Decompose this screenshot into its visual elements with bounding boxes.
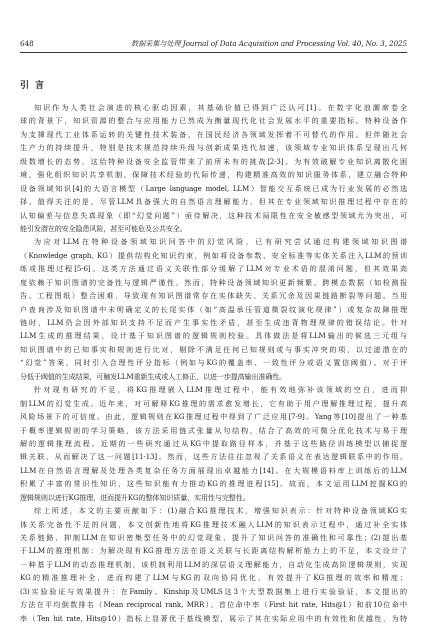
text-line: 于概率逻辑规则的学习策略，该方法采用链式张量从句结构，结合了高效的可微分优化技术与易于理 xyxy=(20,425,407,435)
paragraph xyxy=(20,504,407,625)
text-line: 度依赖于知识图谱的完备性与逻辑严谨性。然而，特种设备领域知识更新频繁、跨模态数据（如检测报 xyxy=(20,277,407,287)
text-line: LLM在自然语言理解及处理各类复杂任务方面展现出卓越能力[14]。在大规模语料库上训练后的LLM xyxy=(20,465,407,475)
text-line: 认知偏差与信息失真现象（即“幻觉问题”）亟待解决，这种技术局限性在安全敏感型领域尤为突出，可 xyxy=(20,210,407,220)
text-line: 择。值得关注的是，尽管LLM具备强大的自然语言理解能力，但其在专业领域知识推理过程中存在的 xyxy=(20,197,407,207)
text-line: 逻辑规则以进行KG推理，进而提升KG的整体知识质量，实用性与完整性。 xyxy=(20,492,250,502)
text-line: 设备领域知识[4]的大语言模型（Large language model, LLM）智能交互系统已成为行业发展的必然选 xyxy=(20,183,407,193)
text-line: 知识图谱中的已知事实和规则进行比对，剔除不满足任何已知规则或与事实冲突的项，以过滤潜在的 xyxy=(20,344,407,354)
text-line: 告、工程图纸）整合困难，导致现有知识图谱常存在实体缺失、关系冗余及因果链路断裂等问题。当用 xyxy=(20,291,407,301)
text-line: 户查询涉及知识图谱中未明确定义的长尾实体（如“高温承压管道微裂纹演化规律”）或复杂故障推理 xyxy=(20,304,407,314)
text-line: 风险场景下的可信度。由此，逻辑规则在KG推理过程中得到了广泛应用[7-9]。Yang等[10]提出了一种基 xyxy=(20,412,407,422)
text-line: 综上所述，本文的主要贡献如下：(1)融合KG推理技术，增强知识表示：针对特种设备领域KG实 xyxy=(34,506,407,516)
running-head xyxy=(20,38,407,49)
text-line: 一种基于LLM的动态推理机制，该机制利用LLM的深层语义理解能力，自动化生成高阶逻辑规则，实现 xyxy=(20,559,407,569)
text-line: 积累了丰富的常识性知识，这些知识能有力推动KG的推理进程[15]。故而，本文运用LLM挖掘KG的 xyxy=(20,479,407,489)
paragraph xyxy=(20,101,407,235)
text-line: KG的精准推理补全，进而构建了LLM与KG的双向协同优化，有效提升了KG推理的效率和精度； xyxy=(20,573,407,583)
text-line: 体关系完备性不足的问题，本文创新性地将KG推理技术融入LLM的知识表示过程中，通过补全实体 xyxy=(20,519,407,529)
text-line: (3)实验验证与效果提升：在Family、Kinship及UMLS这3个大型数据集上进行实验验证，本文提出的 xyxy=(20,586,407,596)
journal-citation: 数据采集与处理 Journal of Data Acquisition and Processing Vol. 40, No. 3, 2025 xyxy=(130,39,407,48)
header-rule xyxy=(20,52,407,53)
paragraph xyxy=(20,383,407,504)
text-line: 生产力的持续提升，特别是技术规范持续升级与创新成果迭代加速，该领域专业知识体系呈现出几何 xyxy=(20,143,407,153)
text-line: 方法在平均倒数排名（Mean reciprocal rank, MRR）、首位命中率（First hit rate, Hits@1）和前10位命中 xyxy=(20,600,407,610)
text-line: 链时，LLM仍会因外部知识支持不足而产生事实性矛盾，甚至生成违背物理规律的错误结论。针对 xyxy=(20,318,407,327)
text-line: “幻觉”答案，同时引入合理性评分指标（例如与KG的覆盖率、一致性评分或语义置信阈值）。对于评 xyxy=(20,358,407,368)
text-line: 关系链路，抑制LLM在知识密集型任务中的幻觉现象，提升了知识问答的准确性和可靠性；(2)提出基 xyxy=(20,533,407,542)
text-line: 为应对LLM在特种设备领域知识问答中的幻觉风险，已有研究尝试通过构建领域知识图谱 xyxy=(34,237,407,247)
text-line: 境，强化组织知识共享机制，保障技术经验的代际传递，构建精准高效的知识服务体系，建立融合特种 xyxy=(20,170,407,180)
text-line: 制LLM的幻觉生成。近年来，对可解释KG推理的需求愈发增长，它有助于用户理解推理过程，提升高 xyxy=(20,398,407,408)
paragraph xyxy=(20,235,407,383)
text-line: 于LLM的推理机制：为解决现有KG推理方法在语义关联与长距离结构解析能力上的不足，本文设计了 xyxy=(20,546,407,556)
text-line: 知识作为人类社会演进的核心驱动因素，其基础价值已得到广泛认可[1]。在数字化浪潮席卷全 xyxy=(34,103,407,112)
text-line: 解的逻辑推理流程。近期的一些研究通过从KG中提取路径样本，并基于这些路径训练模型以捕捉逻 xyxy=(20,438,407,448)
text-line: LLM生成的推理结果，设计基于知识图谱的逻辑规则校验。具体做法是将LLM输出的候选三元组与 xyxy=(20,331,407,341)
text-line: 辑关联，从而解决了这一问题[11-13]。然而，这些方法往往忽视了关系语义在表达逻辑联系中的作用。 xyxy=(20,452,407,462)
body-text xyxy=(20,101,407,625)
text-line: 级数增长的态势，这给特种设备安全监管带来了前所未有的挑战[2-3]。为有效破解专业知识离散化困 xyxy=(20,156,407,166)
text-line: 练或推理过程[5-6]。这类方法通过语义关联性部分缓解了LLM对专业术语的混淆问题，但其效果高 xyxy=(20,264,407,274)
text-line: 针对现有研究的不足，将KG推理嵌入LLM推理过程中，能有效地弥补该领域的空白，进而抑 xyxy=(34,385,407,395)
text-line: 球的背景下，知识资源的整合与应用能力已然成为衡量现代化社会发展水平的重要指标。特种设备作 xyxy=(20,116,407,126)
text-line: 能引发潜在的安全隐患风险，甚至可能危及公共安全。 xyxy=(20,223,187,233)
page-number: 648 xyxy=(20,39,34,48)
text-line: 分低于阈值的生成结果，可触发LLM重新生成或人工修正，以进一步提高输出准确性。 xyxy=(20,371,287,381)
text-line: 为支撑现代工业体系运转的关键性技术装备，在国民经济各领域发挥着不可替代的作用。但伴随社会 xyxy=(20,129,407,139)
section-heading: 引言 xyxy=(20,81,51,91)
text-line: （Knowledge graph, KG）提供结构化知识约束，例如将设备参数、安全标准等实体关系注入LLM的预训 xyxy=(20,250,407,260)
text-line: 率（Ten hit rate, Hits@10）指标上显著优于基线模型，展示了其在实际应用中的有效性和优越性，为特 xyxy=(20,613,407,623)
